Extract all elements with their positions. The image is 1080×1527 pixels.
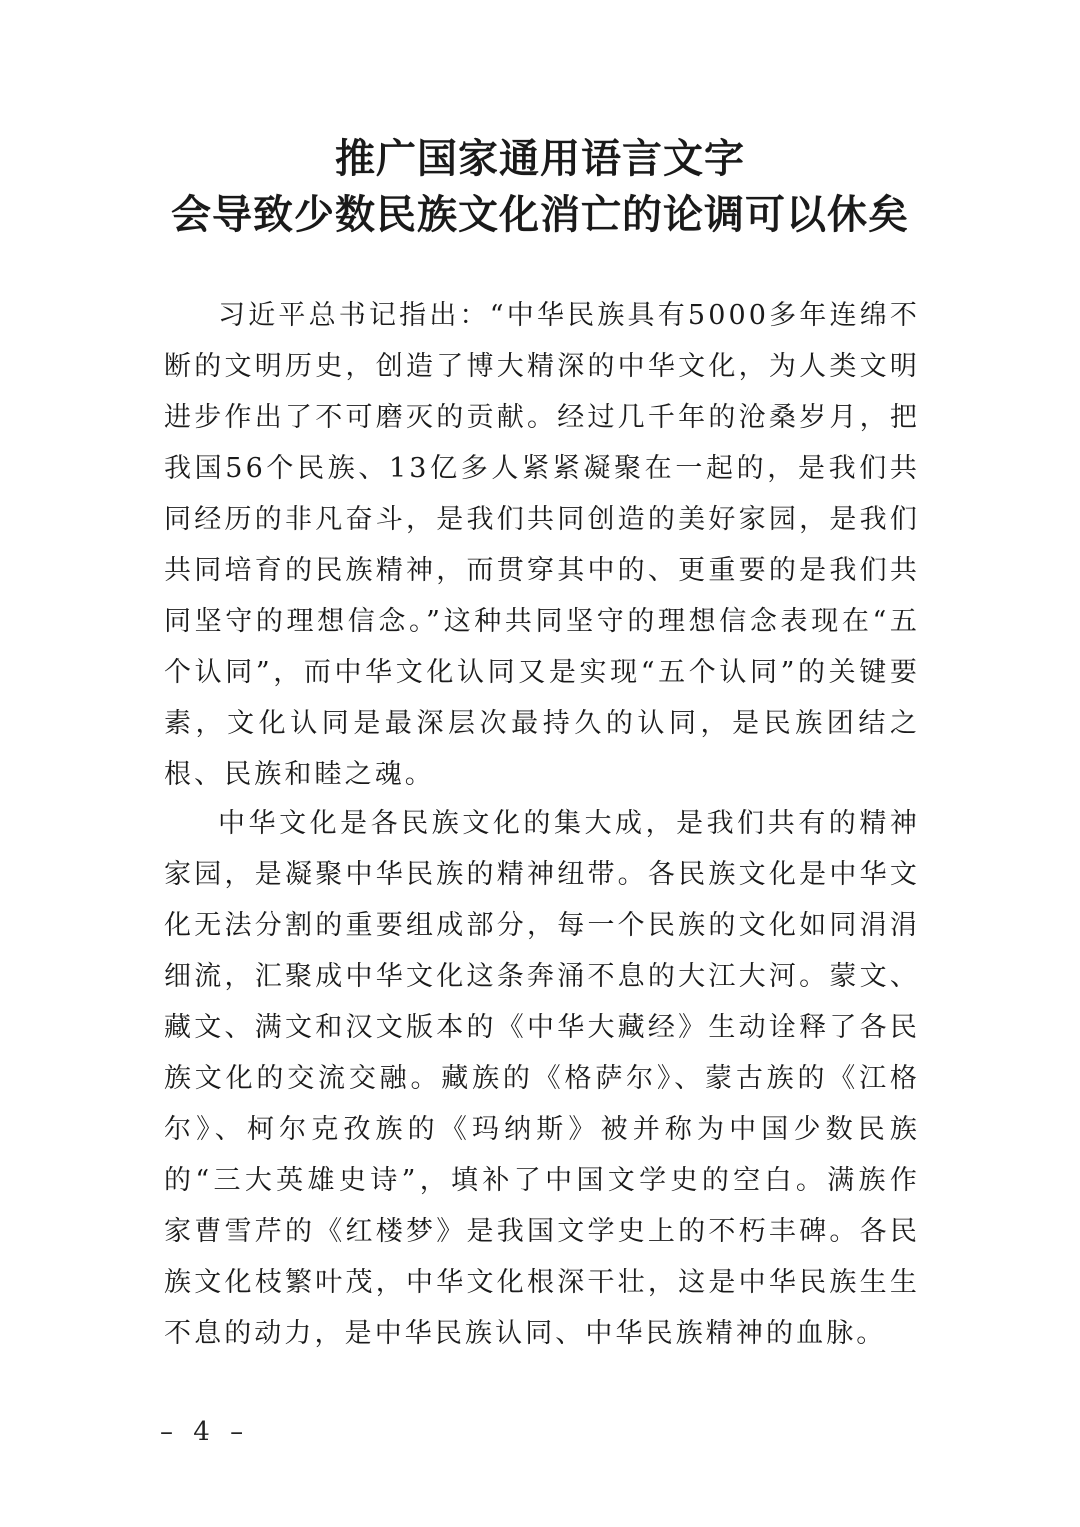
document-title-line-1: 推广国家通用语言文字 xyxy=(335,135,745,182)
body-paragraph-2: 中华文化是各民族文化的集大成，是我们共有的精神家园，是凝聚中华民族的精神纽带。各民族文化是中华文化无法分割的重要组成部分，每一个民族的文化如同涓涓细流，汇聚成中华文化这条奔涌不息的大江大河。蒙文、藏文、满文和汉文版本的《中华大藏经》生动诠释了各民族文化的交流交融。藏族的《格萨尔》、蒙古族的《江格尔》、柯尔克孜族的《玛纳斯》被并称为中国少数民族的“三大英雄史诗”，填补了中国文学史的空白。满族作家曹雪芹的《红楼梦》是我国文学史上的不朽丰碑。各民族文化枝繁叶茂，中华文化根深干壮，这是中华民族生生不息的动力，是中华民族认同、中华民族精神的血脉。 xyxy=(164,808,920,1349)
page-number: – 4 – xyxy=(160,1417,250,1447)
document-title-line-2: 会导致少数民族文化消亡的论调可以休矣 xyxy=(171,191,909,238)
body-paragraph-1: 习近平总书记指出：“中华民族具有5000多年连绵不断的文明历史，创造了博大精深的中华文化，为人类文明进步作出了不可磨灭的贡献。经过几千年的沧桑岁月，把我国56个民族、13亿多人紧紧凝聚在一起的，是我们共同经历的非凡奋斗，是我们共同创造的美好家园，是我们共同培育的民族精神，而贯穿其中的、更重要的是我们共同坚守的理想信念。”这种共同坚守的理想信念表现在“五个认同”，而中华文化认同又是实现“五个认同”的关键要素，文化认同是最深层次最持久的认同，是民族团结之根、民族和睦之魂。 xyxy=(164,300,920,790)
